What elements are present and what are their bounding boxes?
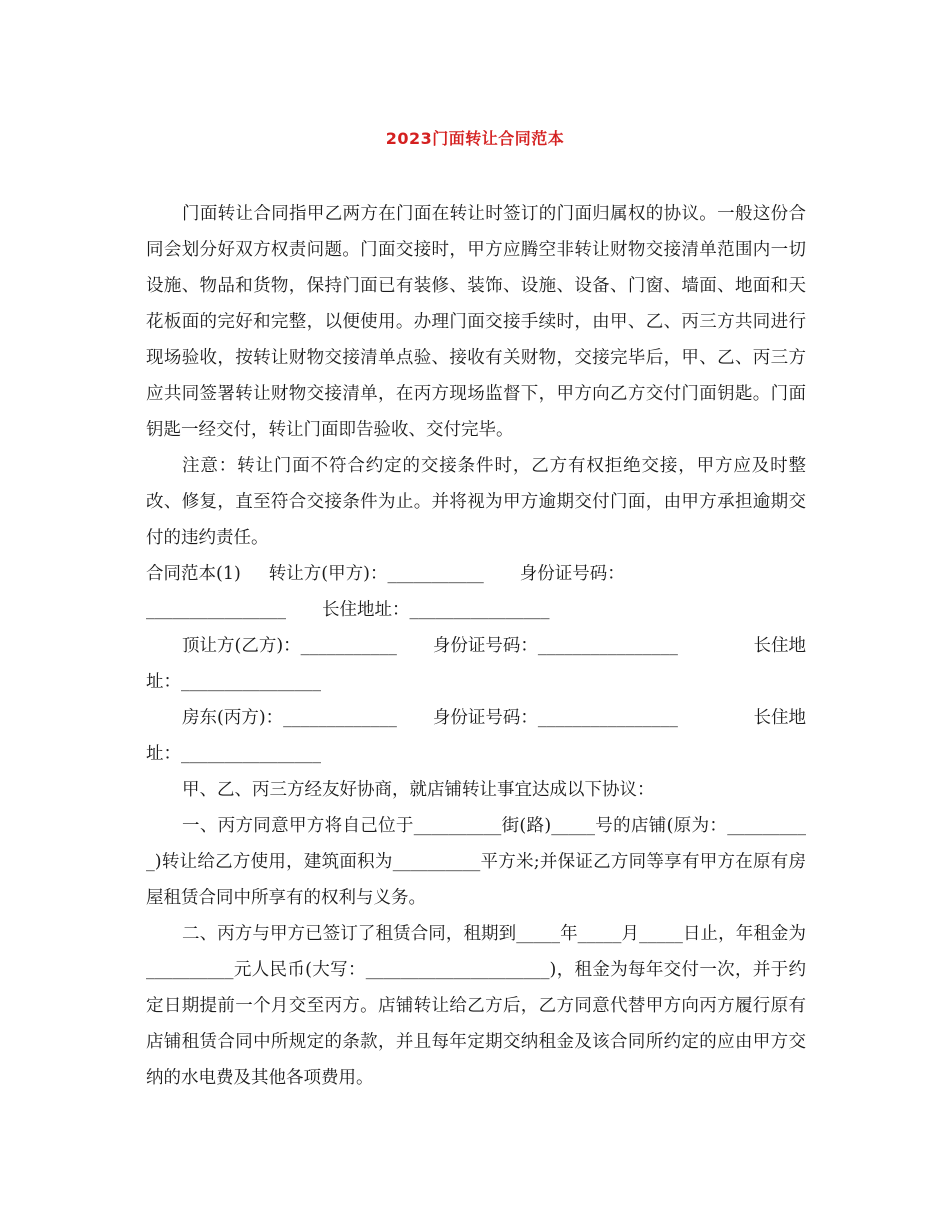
party-b-label: 顶让方(乙方)：___________ xyxy=(182,636,397,656)
note-paragraph: 注意：转让门面不符合约定的交接条件时，乙方有权拒绝交接，甲方应及时整改、修复，直至符合交接条件为止。并将视为甲方逾期交付门面，由甲方承担逾期交付的违约责任。 xyxy=(146,456,806,548)
party-b-address-2: 址：________________ xyxy=(146,672,321,692)
party-b-address-1: 长住地 xyxy=(753,636,806,656)
clause-2: 二、丙方与甲方已签订了租赁合同，租期到_____年_____月_____日止，年租金为__________元人民币(大写：_____________________)，租金为每年交付一次，并于约定日期提前一个月交至丙方。店铺转让给乙方后，乙方同意代替甲方向丙方履行原有店铺租赁合同中所规定的条款，并且每年定期交纳租金及该合同所约定的应由甲方交纳的水电费及其他各项费用。 xyxy=(146,924,806,1088)
intro-paragraph: 门面转让合同指甲乙两方在门面在转让时签订的门面归属权的协议。一般这份合同会划分好双方权责问题。门面交接时，甲方应腾空非转让财物交接清单范围内一切设施、物品和货物，保持门面已有装修、装饰、设施、设备、门窗、墙面、地面和天花板面的完好和完整，以便使用。办理门面交接手续时，由甲、乙、丙三方共同进行现场验收，按转让财物交接清单点验、接收有关财物，交接完毕后，甲、乙、丙三方应共同签署转让财物交接清单，在丙方现场监督下，甲方向乙方交付门面钥匙。门面钥匙一经交付，转让门面即告验收、交付完毕。 xyxy=(146,204,806,440)
party-b-block xyxy=(146,628,806,700)
document-title: 2023门面转让合同范本 xyxy=(385,129,565,148)
party-a-label: 转让方(甲方)：___________ xyxy=(268,564,484,584)
party-c-address-2: 址：________________ xyxy=(146,744,321,764)
party-b-id: 身份证号码：________________ xyxy=(432,636,678,656)
agreement-intro: 甲、乙、丙三方经友好协商，就店铺转让事宜达成以下协议： xyxy=(182,780,655,800)
sample-label: 合同范本(1) xyxy=(146,564,241,584)
party-a-id-label: 身份证号码： xyxy=(519,564,625,584)
party-a-block xyxy=(146,556,806,628)
party-a-id-blank: ________________ xyxy=(146,600,286,620)
document-body xyxy=(146,196,806,1096)
clause-1: 一、丙方同意甲方将自己位于__________街(路)_____号的店铺(原为：__________)转让给乙方使用，建筑面积为__________平方米;并保证乙方同等享有甲方在原有房屋租赁合同中所享有的权利与义务。 xyxy=(146,816,806,908)
party-c-address-1: 长住地 xyxy=(753,708,806,728)
party-c-label: 房东(丙方)：_____________ xyxy=(182,708,397,728)
party-c-block xyxy=(146,700,806,772)
party-a-address: 长住地址：________________ xyxy=(322,600,550,620)
party-c-id: 身份证号码：________________ xyxy=(432,708,678,728)
